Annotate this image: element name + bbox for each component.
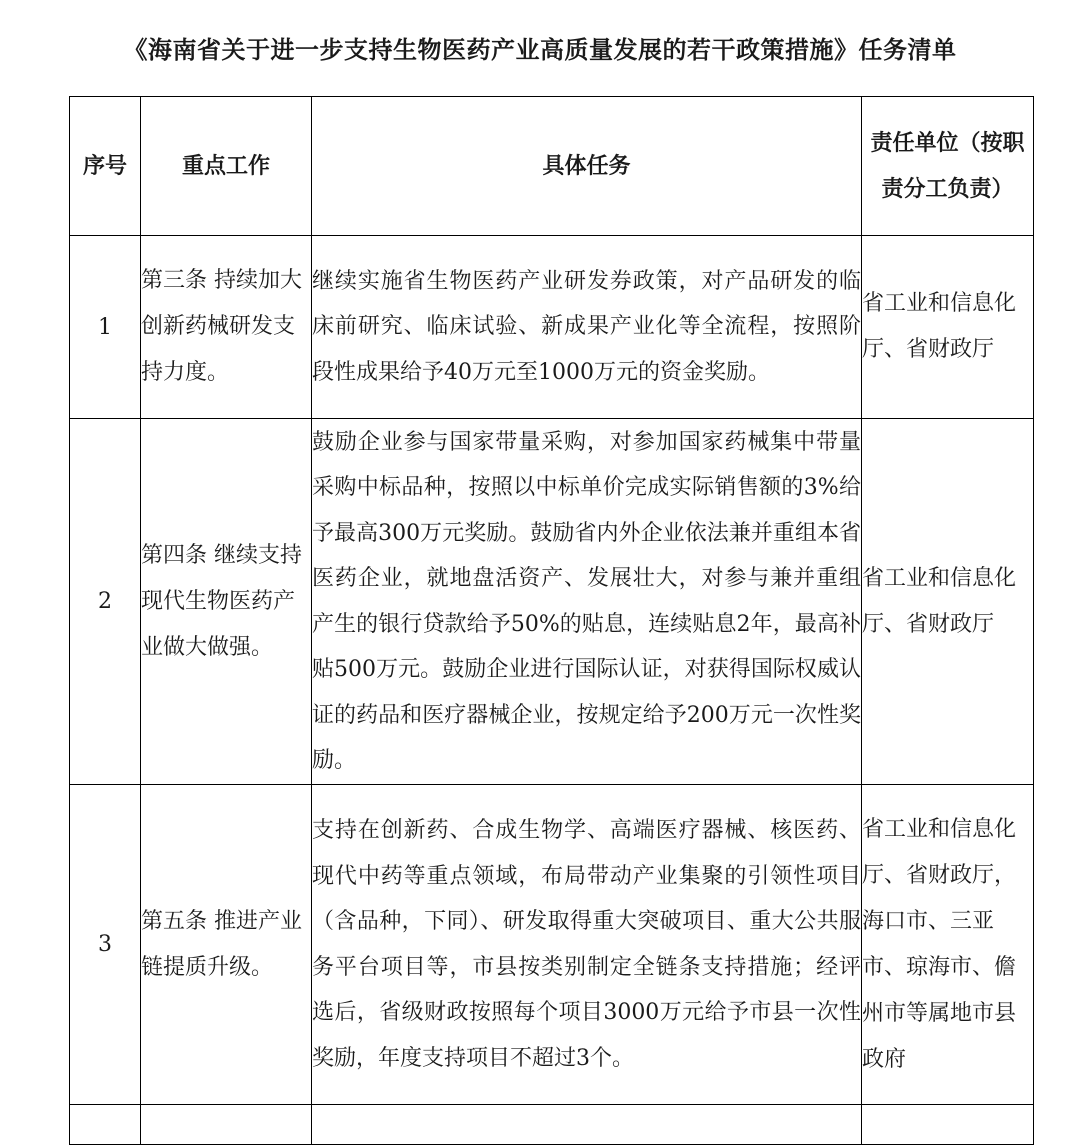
- row-tasks: 鼓励企业参与国家带量采购，对参加国家药械集中带量采购中标品种，按照以中标单价完成实际销售额的3%给予最高300万元奖励。鼓励省内外企业依法兼并重组本省医药企业，就地盘活资产、发展壮大，对参与兼并重组产生的银行贷款给予50%的贴息，连续贴息2年，最高补贴500万元。鼓励企业进行国际认证，对获得国际权威认证的药品和医疗器械企业，按规定给予200万元一次性奖励。: [312, 419, 862, 785]
- row-number: [70, 1105, 141, 1145]
- header-specific-tasks: 具体任务: [312, 97, 862, 236]
- row-key-work: 第五条 推进产业链提质升级。: [141, 785, 312, 1105]
- row-responsible-unit: 省工业和信息化厅、省财政厅，海口市、三亚市、琼海市、儋州市等属地市县政府: [862, 785, 1034, 1105]
- row-key-work: 第四条 继续支持现代生物医药产业做大做强。: [141, 419, 312, 785]
- row-number: 2: [70, 419, 141, 785]
- table-row-partial: [70, 1105, 1034, 1145]
- task-list-table: [69, 96, 1034, 1145]
- row-responsible-unit: 省工业和信息化厅、省财政厅: [862, 419, 1034, 785]
- row-number: 1: [70, 236, 141, 419]
- table-header-row: [70, 97, 1034, 236]
- row-tasks: [312, 1105, 862, 1145]
- table-row: [70, 419, 1034, 785]
- table-row: [70, 236, 1034, 419]
- table-row: [70, 785, 1034, 1105]
- row-responsible-unit: [862, 1105, 1034, 1145]
- row-number: 3: [70, 785, 141, 1105]
- row-key-work: 第三条 持续加大创新药械研发支持力度。: [141, 236, 312, 419]
- header-responsible-unit: 责任单位（按职责分工负责）: [862, 97, 1034, 236]
- row-tasks: 支持在创新药、合成生物学、高端医疗器械、核医药、现代中药等重点领域，布局带动产业集聚的引领性项目（含品种，下同）、研发取得重大突破项目、重大公共服务平台项目等，市县按类别制定全链条支持措施；经评选后，省级财政按照每个项目3000万元给予市县一次性奖励，年度支持项目不超过3个。: [312, 785, 862, 1105]
- header-serial-number: 序号: [70, 97, 141, 236]
- row-key-work: [141, 1105, 312, 1145]
- document-title: 《海南省关于进一步支持生物医药产业高质量发展的若干政策措施》任务清单: [123, 35, 957, 64]
- row-responsible-unit: 省工业和信息化厅、省财政厅: [862, 236, 1034, 419]
- header-key-work: 重点工作: [141, 97, 312, 236]
- row-tasks: 继续实施省生物医药产业研发券政策，对产品研发的临床前研究、临床试验、新成果产业化等全流程，按照阶段性成果给予40万元至1000万元的资金奖励。: [312, 236, 862, 419]
